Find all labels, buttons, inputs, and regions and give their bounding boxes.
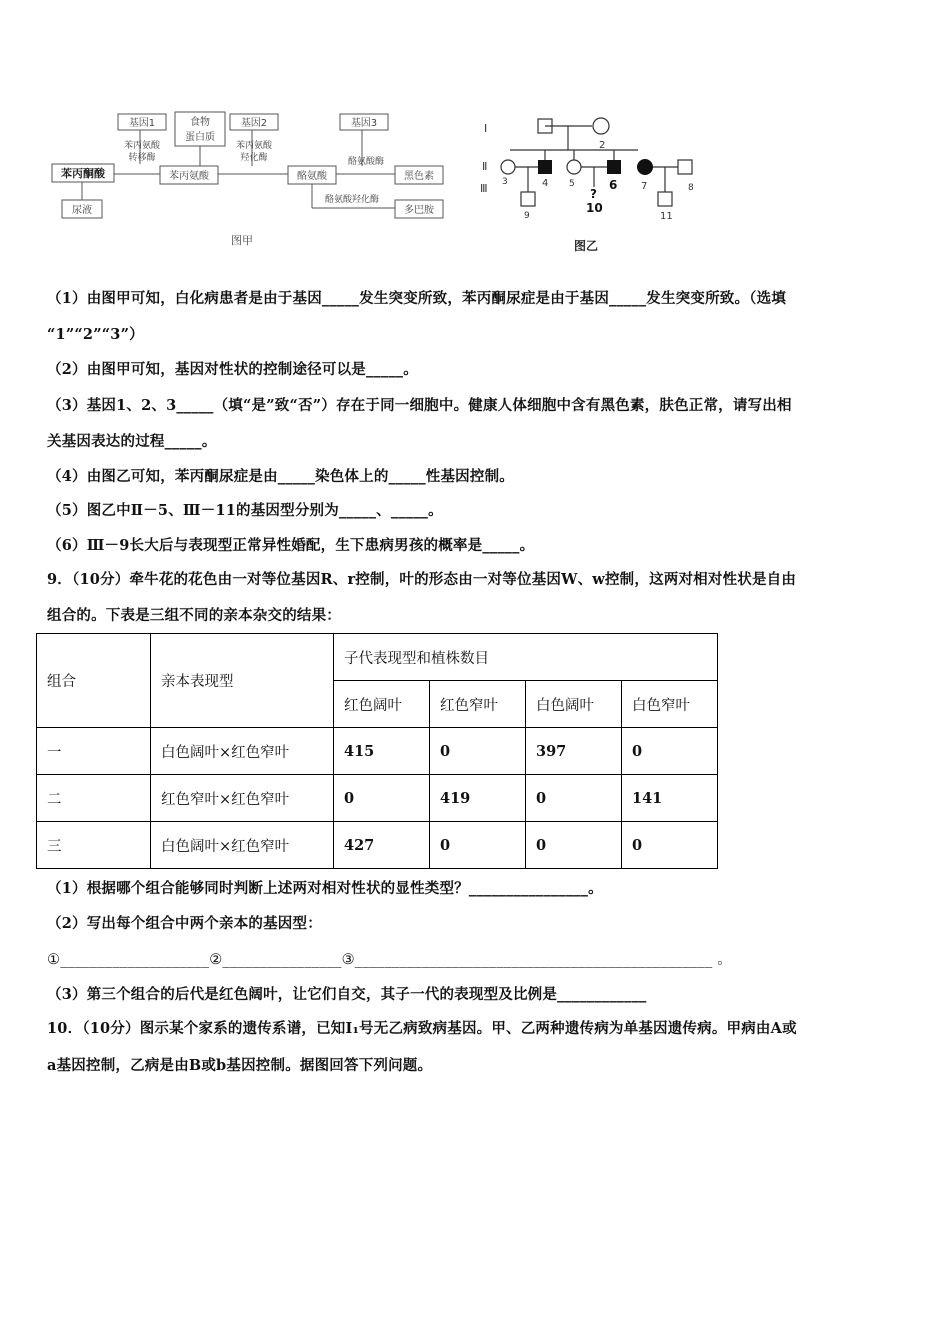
cell-value: 415 bbox=[334, 728, 430, 775]
pedigree-num-10: 10 bbox=[586, 201, 603, 215]
pedigree-num-8: 8 bbox=[688, 183, 694, 193]
th-group: 组合 bbox=[37, 634, 151, 728]
th-sub-2: 红色窄叶 bbox=[430, 681, 526, 728]
q8-part3-line2: 关基因表达的过程_____。 bbox=[47, 433, 217, 450]
q8-part1-line2: “1”“2”“3”） bbox=[47, 326, 144, 343]
q10-line1: 10．（10分）图示某个家系的遗传系谱，已知Ⅰ₁号无乙病致病基因。甲、乙两种遗传病为单基因遗传病。甲病由A或 bbox=[47, 1020, 797, 1037]
cell-value: 0 bbox=[526, 822, 622, 869]
cell-value: 397 bbox=[526, 728, 622, 775]
cell-group: 三 bbox=[37, 822, 151, 869]
figure-b-caption: 图乙 bbox=[573, 239, 599, 253]
pedigree-num-5: 5 bbox=[569, 179, 575, 189]
th-offspring: 子代表现型和植株数目 bbox=[334, 634, 718, 681]
q10-line2: a基因控制，乙病是由B或b基因控制。据图回答下列问题。 bbox=[47, 1057, 433, 1074]
figure-a-caption: 图甲 bbox=[231, 234, 253, 247]
q8-part1-line1: （1）由图甲可知，白化病患者是由于基因_____发生突变所致，苯丙酮尿症是由于基因_____发生突变所致。（选填 bbox=[47, 290, 787, 307]
enzyme1-line2: 转移酶 bbox=[128, 153, 156, 163]
protein-label: 蛋白质 bbox=[185, 132, 215, 143]
cell-parent: 红色窄叶×红色窄叶 bbox=[151, 775, 334, 822]
cell-value: 0 bbox=[430, 822, 526, 869]
pedigree-num-11: 11 bbox=[660, 211, 673, 222]
enzyme2-line1: 苯丙氨酸 bbox=[235, 141, 273, 151]
gen-1-label: Ⅰ bbox=[484, 122, 488, 135]
dopamine-box: 多巴胺 bbox=[404, 205, 434, 216]
cell-value: 0 bbox=[526, 775, 622, 822]
table-row bbox=[37, 822, 718, 869]
gene2-label: 基因2 bbox=[240, 118, 268, 129]
tyr-hydroxylase-label: 酪氨酸羟化酶 bbox=[324, 195, 380, 205]
cell-parent: 白色阔叶×红色窄叶 bbox=[151, 822, 334, 869]
q9-sub2: （2）写出每个组合中两个亲本的基因型： bbox=[47, 915, 322, 932]
gene1-label: 基因1 bbox=[128, 118, 156, 129]
q9-intro-line2: 组合的。下表是三组不同的亲本杂交的结果： bbox=[47, 607, 341, 624]
gen-2-label: Ⅱ bbox=[482, 160, 488, 173]
q8-part3-line1: （3）基因1、2、3_____（填“是”致“否”）存在于同一细胞中。健康人体细胞中含有黑色素，肤色正常，请写出相 bbox=[47, 397, 792, 414]
cell-value: 0 bbox=[622, 822, 718, 869]
q8-part4: （4）由图乙可知，苯丙酮尿症是由_____染色体上的_____性基因控制。 bbox=[47, 468, 514, 485]
q8-part2: （2）由图甲可知，基因对性状的控制途径可以是_____。 bbox=[47, 361, 418, 378]
cell-group: 二 bbox=[37, 775, 151, 822]
pedigree-num-4: 4 bbox=[542, 178, 549, 189]
figure-a-pathway bbox=[40, 104, 460, 254]
q9-results-table bbox=[36, 633, 718, 869]
cell-value: 427 bbox=[334, 822, 430, 869]
enzyme2-line2: 羟化酶 bbox=[240, 153, 268, 163]
th-sub-4: 白色窄叶 bbox=[622, 681, 718, 728]
pedigree-num-3: 3 bbox=[502, 177, 508, 187]
q9-intro-line1: 9．（10分）牵牛花的花色由一对等位基因R、r控制，叶的形态由一对等位基因W、w控制，这两对相对性状是自由 bbox=[47, 571, 797, 588]
q9-sub3: （3）第三个组合的后代是红色阔叶，让它们自交，其子一代的表现型及比例是____________ bbox=[47, 986, 647, 1003]
tyrosine-box: 酪氨酸 bbox=[297, 171, 327, 182]
enzyme1-line1: 苯丙氨酸 bbox=[123, 141, 161, 151]
gene3-label: 基因3 bbox=[350, 118, 378, 129]
q9-sub2-blanks: ①____________________②________________③________________________________________________ 。 bbox=[47, 952, 732, 968]
melanin-box: 黑色素 bbox=[404, 171, 434, 182]
th-sub-1: 红色阔叶 bbox=[334, 681, 430, 728]
figure-b-pedigree bbox=[478, 112, 708, 257]
phenylalanine-box: 苯丙氨酸 bbox=[169, 171, 209, 182]
pedigree-num-6: 6 bbox=[609, 178, 618, 192]
q9-sub1: （1）根据哪个组合能够同时判断上述两对相对性状的显性类型？________________。 bbox=[47, 880, 603, 897]
q8-part5: （5）图乙中Ⅱ－5、Ⅲ－11的基因型分别为_____、_____。 bbox=[47, 502, 443, 519]
cell-value: 0 bbox=[334, 775, 430, 822]
cell-value: 419 bbox=[430, 775, 526, 822]
q8-part6: （6）Ⅲ－9长大后与表现型正常异性婚配，生下患病男孩的概率是_____。 bbox=[47, 537, 535, 554]
cell-parent: 白色阔叶×红色窄叶 bbox=[151, 728, 334, 775]
pedigree-num-2: 2 bbox=[599, 140, 606, 151]
cell-group: 一 bbox=[37, 728, 151, 775]
th-parent: 亲本表现型 bbox=[151, 634, 334, 728]
pedigree-question: ? bbox=[590, 187, 597, 201]
table-row bbox=[37, 775, 718, 822]
th-sub-3: 白色阔叶 bbox=[526, 681, 622, 728]
pedigree-num-7: 7 bbox=[641, 181, 648, 192]
table-row bbox=[37, 728, 718, 775]
food-label: 食物 bbox=[190, 117, 210, 128]
gen-3-label: Ⅲ bbox=[480, 182, 488, 195]
cell-value: 141 bbox=[622, 775, 718, 822]
urine-box: 尿液 bbox=[72, 205, 92, 216]
pedigree-num-9: 9 bbox=[524, 211, 530, 221]
cell-value: 0 bbox=[622, 728, 718, 775]
tyrosinase-label: 酪氨酸酶 bbox=[347, 157, 385, 167]
cell-value: 0 bbox=[430, 728, 526, 775]
phenylpyruvate-box: 苯丙酮酸 bbox=[61, 167, 105, 180]
